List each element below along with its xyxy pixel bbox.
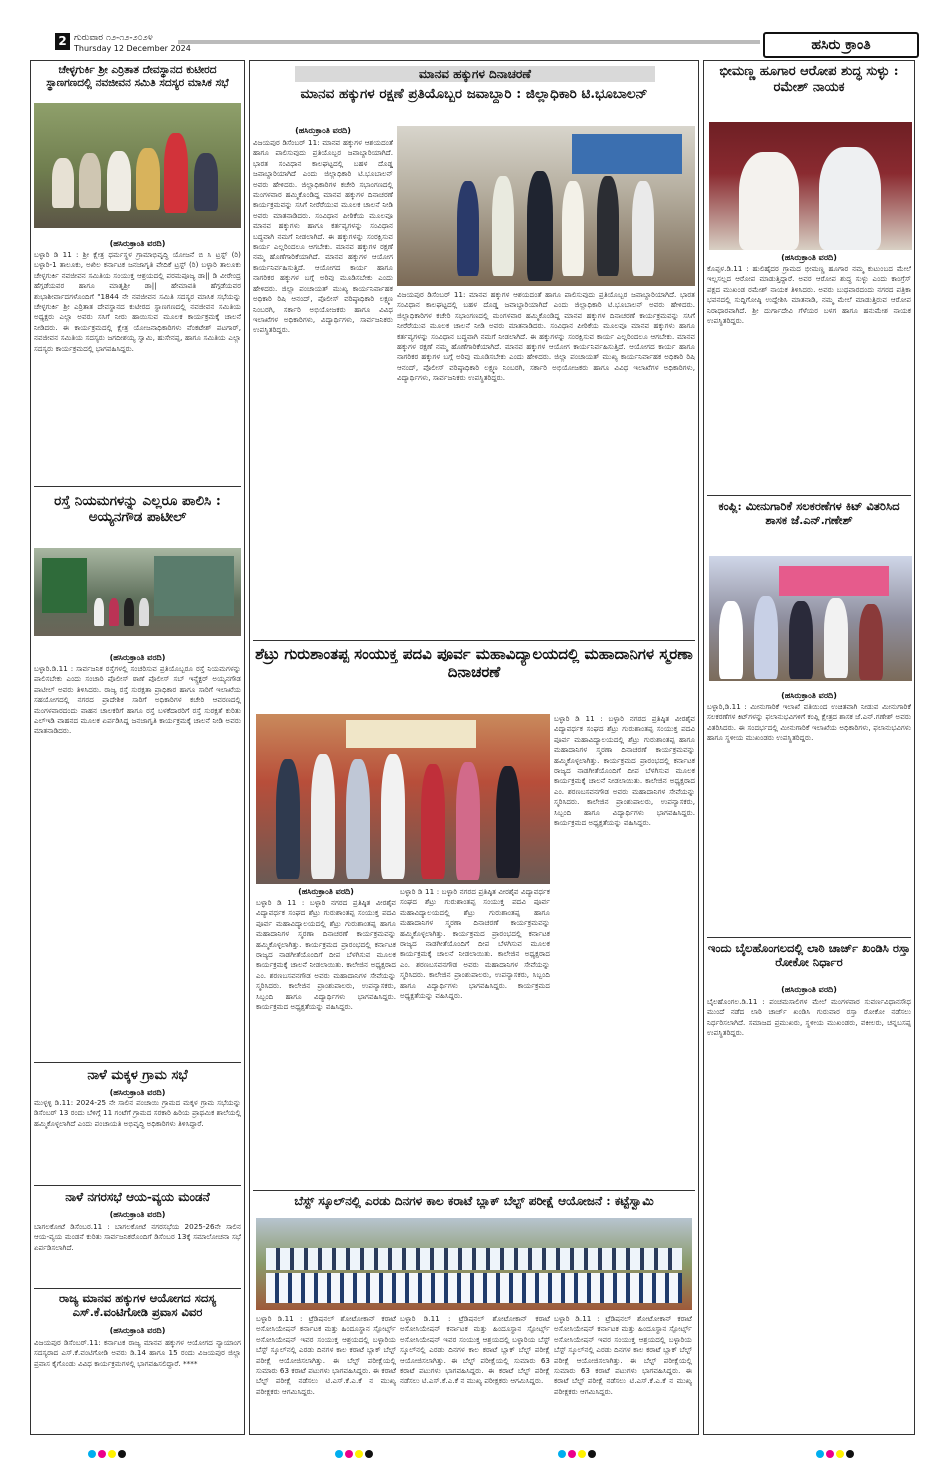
left-story5-byline: (ಹಸಿರುಕ್ರಾಂತಿ ವರದಿ) (109, 1326, 166, 1335)
registration-marks-4 (816, 1443, 856, 1453)
registration-marks-1 (88, 1443, 128, 1453)
right-story1-photo (709, 122, 912, 250)
right-story2-body: ಬಳ್ಳಾರಿ,ಡಿ.11 : ಮೀನುಗಾರಿಕೆ ಇಲಾಖೆ ವತಿಯಿಂದ ಉಚಿತವಾಗಿ ನೀಡುವ ಮೀನುಗಾರಿಕೆ ಸಲಕರಣೆಗಳ ಕಿಟ್‌ಗಳನ್ನು ಫಲಾನುಭವಿಗಳಿಗೆ ಕಂಪ್ಲಿ ಕ್ಷೇತ್ರದ ಶಾಸಕ ಜೆ.ಎನ್.ಗಣೇಶ್ ಅವರು ವಿತರಿಸಿದರು. ಈ ಸಂದರ್ಭದಲ್ಲಿ ಮೀನುಗಾರಿಕೆ ಇಲಾಖೆಯ ಅಧಿಕಾರಿಗಳು, ಫಲಾನುಭವಿಗಳು ಹಾಗೂ ಸ್ಥಳೀಯ ಮುಖಂಡರು ಉಪಸ್ಥಿತರಿದ್ದರು. (707, 702, 911, 743)
right-story3-headline: ಇಂದು ಬೈಲಹೊಂಗಲದಲ್ಲಿ ಲಾಠಿ ಚಾರ್ಜ್ ಖಂಡಿಸಿ ರಸ್ತಾ ರೋಕೋ ನಿರ್ಧಾರ (707, 941, 911, 969)
registration-dot (365, 1450, 373, 1458)
mid-story3-headline: ಬೆಸ್ಟ್ ಸ್ಕೂಲ್‌ನಲ್ಲಿ ಎರಡು ದಿನಗಳ ಕಾಲ ಕರಾಟೆ ಬ್ಲಾಕ್ ಬೆಲ್ಟ್ ಪರೀಕ್ಷೆ ಆಯೋಜನೆ : ಕಟ್ಟೆಸ್ವಾಮಿ (294, 1194, 654, 1208)
divider (34, 486, 241, 487)
registration-dot (826, 1450, 834, 1458)
date-english: Thursday 12 December 2024 (74, 44, 191, 53)
registration-dot (88, 1450, 96, 1458)
registration-dot (578, 1450, 586, 1458)
right-story1-body: ಕೊಪ್ಪಳ.ಡಿ.11 : ಹುಲಿಹೈದರ ಗ್ರಾಮದ ಭೀಮಣ್ಣ ಹೂಗಾರ ನಮ್ಮ ಕುಟುಂಬದ ಮೇಲೆ ಇಲ್ಲಸಲ್ಲದ ಆರೋಪ ಮಾಡುತ್ತಿದ್ದಾರೆ. ಅವರ ಆರೋಪ ಶುದ್ಧ ಸುಳ್ಳು ಎಂದು ಕಾಂಗ್ರೆಸ್ ಪಕ್ಷದ ಮುಖಂಡ ರಮೇಶ್ ನಾಯಕ ತಿಳಿಸಿದರು. ಅವರು ಬುಧವಾರದಂದು ನಗರದ ಪತ್ರಿಕಾ ಭವನದಲ್ಲಿ ಸುದ್ದಿಗೋಷ್ಠಿ ಉದ್ದೇಶಿಸಿ ಮಾತನಾಡಿ, ನಮ್ಮ ಮೇಲೆ ಮಾಡುತ್ತಿರುವ ಆರೋಪ ನಿರಾಧಾರವಾಗಿದೆ. ಶ್ರೀ ದುರ್ಗಾದೇವಿ ಗೆಳೆಯರ ಬಳಗ ಹಾಗೂ ಹನುಮೇಶ ನಾಯಕ ಉಪಸ್ಥಿತರಿದ್ದರು. (707, 264, 911, 326)
page-number: 2 (55, 33, 70, 50)
registration-dot (355, 1450, 363, 1458)
left-story4-byline: (ಹಸಿರುಕ್ರಾಂತಿ ವರದಿ) (109, 1210, 166, 1219)
registration-marks-3 (558, 1443, 598, 1453)
left-story5-body: ವಿಜಯಪುರ ಡಿಸೆಂಬರ್.11: ಕರ್ನಾಟಕ ರಾಜ್ಯ ಮಾನವ ಹಕ್ಕುಗಳ ಆಯೋಗದ ನ್ಯಾಯಾಂಗ ಸದಸ್ಯರಾದ ಎಸ್.ಕೆ.ವಂಟಿಗೋಡಿ ಅವರು ಡಿ.14 ಹಾಗೂ 15 ರಂದು ವಿಜಯಪುರ ಜಿಲ್ಲಾ ಪ್ರವಾಸ ಕೈಗೊಂಡು ವಿವಿಧ ಕಾರ್ಯಕ್ರಮಗಳಲ್ಲಿ ಭಾಗವಹಿಸಲಿದ್ದಾರೆ. **** (34, 1338, 241, 1368)
left-story3-headline: ನಾಳೆ ಮಕ್ಕಳ ಗ್ರಾಮ ಸಭೆ (87, 1068, 188, 1083)
date-kannada: ಗುರುವಾರ ೧೨-೧೨-೨೦೨೪ (74, 33, 153, 43)
left-story2-byline: (ಹಸಿರುಕ್ರಾಂತಿ ವರದಿ) (109, 653, 166, 662)
registration-dot (836, 1450, 844, 1458)
left-story4-body: ಬಾಗಲಕೋಟೆ ಡಿಸೆಂಬರ.11 : ಬಾಗಲಕೋಟೆ ನಗರಸಭೆಯ 2025-26ನೇ ಸಾಲಿನ ಆಯ-ವ್ಯಯ ಮಂಡನೆ ಕುರಿತು ಸಾರ್ವಜನಿಕರೊಂದಿಗೆ ಡಿಸೆಂಬರ 13ಕ್ಕೆ ಸಮಾಲೋಚನಾ ಸಭೆ ಏರ್ಪಡಿಸಲಾಗಿದೆ. (34, 1222, 241, 1252)
right-story2-headline: ಕಂಪ್ಲಿ: ಮೀನುಗಾರಿಕೆ ಸಲಕರಣೆಗಳ ಕಿಟ್ ವಿತರಿಸಿದ ಶಾಸಕ ಜೆ.ಎನ್.ಗಣೇಶ್ (718, 499, 900, 527)
registration-dot (345, 1450, 353, 1458)
masthead: ಹಸಿರು ಕ್ರಾಂತಿ (763, 32, 919, 58)
right-story1-byline: (ಹಸಿರುಕ್ರಾಂತಿ ವರದಿ) (781, 253, 837, 262)
divider (707, 495, 911, 496)
registration-dot (98, 1450, 106, 1458)
right-story2-byline: (ಹಸಿರುಕ್ರಾಂತಿ ವರದಿ) (781, 691, 837, 700)
section-kicker: ಮಾನವ ಹಕ್ಕುಗಳ ದಿನಾಚರಣೆ (295, 66, 655, 82)
mid-story3-body-cont2: ಬಳ್ಳಾರಿ ಡಿ.11 : ಟ್ರೆಡಿಷನಲ್ ಶೋಟೋಕಾನ್ ಕರಾಟೆ ಅಸೋಸಿಯೇಷನ್ ಕರ್ನಾಟಕ ಮತ್ತು ಹಿಂದೂಸ್ಥಾನ ಸ್ಪೋರ್ಟ್ಸ್ ಅಸೋಸಿಯೇಷನ್ ಇವರ ಸಂಯುಕ್ತ ಆಶ್ರಯದಲ್ಲಿ ಬಳ್ಳಾರಿಯ ಬೆಸ್ಟ್ ಸ್ಕೂಲ್‌ನಲ್ಲಿ ಎರಡು ದಿನಗಳ ಕಾಲ ಕರಾಟೆ ಬ್ಲಾಕ್ ಬೆಲ್ಟ್ ಪರೀಕ್ಷೆ ಆಯೋಜಿಸಲಾಗಿತ್ತು. ಈ ಬೆಲ್ಟ್ ಪರೀಕ್ಷೆಯಲ್ಲಿ ಸುಮಾರು 63 ಕರಾಟೆ ಪಟುಗಳು ಭಾಗವಹಿಸಿದ್ದರು. ಈ ಕರಾಟೆ ಬೆಲ್ಟ್ ಪರೀಕ್ಷೆ ನಡೆಸಲು ಟಿ.ಎಸ್.ಕೆ.ಎ.ಕೆ ನ ಮುಖ್ಯ ಪರೀಕ್ಷಕರು ಆಗಮಿಸಿದ್ದರು. (554, 1314, 692, 1396)
registration-dot (558, 1450, 566, 1458)
left-story3-byline: (ಹಸಿರುಕ್ರಾಂತಿ ವರದಿ) (109, 1088, 166, 1097)
mid-story3-body-cont: ಬಳ್ಳಾರಿ ಡಿ.11 : ಟ್ರೆಡಿಷನಲ್ ಶೋಟೋಕಾನ್ ಕರಾಟೆ ಅಸೋಸಿಯೇಷನ್ ಕರ್ನಾಟಕ ಮತ್ತು ಹಿಂದೂಸ್ಥಾನ ಸ್ಪೋರ್ಟ್ಸ್ ಅಸೋಸಿಯೇಷನ್ ಇವರ ಸಂಯುಕ್ತ ಆಶ್ರಯದಲ್ಲಿ ಬಳ್ಳಾರಿಯ ಬೆಸ್ಟ್ ಸ್ಕೂಲ್‌ನಲ್ಲಿ ಎರಡು ದಿನಗಳ ಕಾಲ ಕರಾಟೆ ಬ್ಲಾಕ್ ಬೆಲ್ಟ್ ಪರೀಕ್ಷೆ ಆಯೋಜಿಸಲಾಗಿತ್ತು. ಈ ಬೆಲ್ಟ್ ಪರೀಕ್ಷೆಯಲ್ಲಿ ಸುಮಾರು 63 ಕರಾಟೆ ಪಟುಗಳು ಭಾಗವಹಿಸಿದ್ದರು. ಈ ಕರಾಟೆ ಬೆಲ್ಟ್ ಪರೀಕ್ಷೆ ನಡೆಸಲು ಟಿ.ಎಸ್.ಕೆ.ಎ.ಕೆ ನ ಮುಖ್ಯ ಪರೀಕ್ಷಕರು ಆಗಮಿಸಿದ್ದರು. (400, 1314, 550, 1386)
left-story1-photo (34, 103, 241, 228)
divider (34, 1288, 241, 1289)
divider (253, 1190, 695, 1191)
mid-story1-body: ವಿಜಯಪುರ ಡಿಸೆಂಬರ್ 11: ಮಾನವ ಹಕ್ಕುಗಳ ಆಶಯದಂತೆ ಹಾಗೂ ಪಾಲಿಸುವುದು ಪ್ರತಿಯೊಬ್ಬರ ಜವಾಬ್ದಾರಿಯಾಗಿದೆ. ಭಾರತ ಸಂವಿಧಾನ ಕಾಲಘಟ್ಟದಲ್ಲಿ ಬಹಳ ದೊಡ್ಡ ಜವಾಬ್ದಾರಿಯಾಗಿದೆ ಎಂದು ಜಿಲ್ಲಾಧಿಕಾರಿ ಟಿ.ಭೂಬಾಲನ್ ಅವರು ಹೇಳಿದರು. ಜಿಲ್ಲಾಧಿಕಾರಿಗಳ ಕಚೇರಿ ಸಭಾಂಗಣದಲ್ಲಿ ಮಂಗಳವಾರ ಹಮ್ಮಿಕೊಂಡಿದ್ದ ಮಾನವ ಹಕ್ಕುಗಳ ದಿನಾಚರಣೆ ಕಾರ್ಯಕ್ರಮವನ್ನು ಸಸಿಗೆ ನೀರೆರೆಯುವ ಮೂಲಕ ಚಾಲನೆ ನೀಡಿ ಅವರು ಮಾತನಾಡಿದರು. ಸಂವಿಧಾನ ಪೀಠಿಕೆಯ ಮೂಲವೂ ಮಾನವ ಹಕ್ಕುಗಳು ಹಾಗೂ ಕರ್ತವ್ಯಗಳನ್ನು ಸಂವಿಧಾನ ಬದ್ಧವಾಗಿ ನಮಗೆ ನೀಡಲಾಗಿದೆ. ಈ ಹಕ್ಕುಗಳನ್ನು ಸಂರಕ್ಷಿಸುವ ಕಾರ್ಯ ಎಲ್ಲರಿಂದಲೂ ಆಗಬೇಕು. ಮಾನವ ಹಕ್ಕುಗಳ ರಕ್ಷಣೆ ನಮ್ಮ ಹೊಣೆಗಾರಿಕೆಯಾಗಿದೆ. ಮಾನವ ಹಕ್ಕುಗಳ ಆಯೋಗ ಕಾರ್ಯನಿರ್ವಹಿಸುತ್ತಿದೆ. ಆಯೋಗದ ಕಾರ್ಯ ಹಾಗೂ ನಾಗರಿಕರ ಹಕ್ಕುಗಳ ಬಗ್ಗೆ ಅರಿವು ಮೂಡಿಸಬೇಕು ಎಂದು ಹೇಳಿದರು. ಜಿಲ್ಲಾ ಪಂಚಾಯತ್ ಮುಖ್ಯ ಕಾರ್ಯನಿರ್ವಾಹಕ ಅಧಿಕಾರಿ ರಿಷಿ ಆನಂದ್, ಪೊಲೀಸ್ ವರಿಷ್ಠಾಧಿಕಾರಿ ಲಕ್ಷ್ಮಣ ನಿಂಬರಗಿ, ಸರ್ಕಾರಿ ಅಭಿಯೋಜಕರು ಹಾಗೂ ವಿವಿಧ ಇಲಾಖೆಗಳ ಅಧಿಕಾರಿಗಳು, ವಿದ್ಯಾರ್ಥಿಗಳು, ಸಾರ್ವಜನಿಕರು ಉಪಸ್ಥಿತರಿದ್ದರು. (253, 138, 393, 335)
right-story3-byline: (ಹಸಿರುಕ್ರಾಂತಿ ವರದಿ) (781, 985, 837, 994)
left-story5-headline: ರಾಜ್ಯ ಮಾನವ ಹಕ್ಕುಗಳ ಆಯೋಗದ ಸದಸ್ಯ ಎಸ್.ಕೆ.ವಂಟಿಗೋಡಿ ಪ್ರವಾಸ ವಿವರ (59, 1291, 216, 1319)
mid-story3-body: ಬಳ್ಳಾರಿ ಡಿ.11 : ಟ್ರೆಡಿಷನಲ್ ಶೋಟೋಕಾನ್ ಕರಾಟೆ ಅಸೋಸಿಯೇಷನ್ ಕರ್ನಾಟಕ ಮತ್ತು ಹಿಂದೂಸ್ಥಾನ ಸ್ಪೋರ್ಟ್ಸ್ ಅಸೋಸಿಯೇಷನ್ ಇವರ ಸಂಯುಕ್ತ ಆಶ್ರಯದಲ್ಲಿ ಬಳ್ಳಾರಿಯ ಬೆಸ್ಟ್ ಸ್ಕೂಲ್‌ನಲ್ಲಿ ಎರಡು ದಿನಗಳ ಕಾಲ ಕರಾಟೆ ಬ್ಲಾಕ್ ಬೆಲ್ಟ್ ಪರೀಕ್ಷೆ ಆಯೋಜಿಸಲಾಗಿತ್ತು. ಈ ಬೆಲ್ಟ್ ಪರೀಕ್ಷೆಯಲ್ಲಿ ಸುಮಾರು 63 ಕರಾಟೆ ಪಟುಗಳು ಭಾಗವಹಿಸಿದ್ದರು. ಈ ಕರಾಟೆ ಬೆಲ್ಟ್ ಪರೀಕ್ಷೆ ನಡೆಸಲು ಟಿ.ಎಸ್.ಕೆ.ಎ.ಕೆ ನ ಮುಖ್ಯ ಪರೀಕ್ಷಕರು ಆಗಮಿಸಿದ್ದರು. (256, 1314, 396, 1396)
left-story2-photo (34, 548, 241, 636)
divider (253, 640, 695, 641)
left-story1-headline: ಚೇಳ್ಳಗುರ್ಕಿ ಶ್ರೀ ಎರ್ರಿತಾತ ದೇವಸ್ಥಾನದ ಕುಟೀರದ ಸ್ಥಾಣಗಣದಲ್ಲಿ ನವಜೀವನ ಸಮಿತಿ ಸದಸ್ಯರ ಮಾಸಿಕ ಸಭೆ (46, 64, 229, 89)
left-story1-byline: (ಹಸಿರುಕ್ರಾಂತಿ ವರದಿ) (109, 239, 166, 248)
mid-story1-photo (397, 126, 695, 286)
divider (707, 937, 911, 938)
mid-story3-photo (256, 1218, 692, 1310)
mid-story2-byline: (ಹಸಿರುಕ್ರಾಂತಿ ವರದಿ) (298, 887, 354, 896)
right-story3-body: ಬೈಲಹೊಂಗಲ.ಡಿ.11 : ಪಂಚಮಸಾಲಿಗಳ ಮೇಲೆ ಮಂಗಳವಾರ ಸುವರ್ಣವಿಧಾನಸೌಧ ಮುಂದೆ ನಡೆದ ಲಾಠಿ ಚಾರ್ಜ್ ಖಂಡಿಸಿ ಗುರುವಾರ ರಸ್ತಾ ರೋಕೋ ನಡೆಸಲು ನಿರ್ಧರಿಸಲಾಗಿದೆ. ಸಮಾಜದ ಪ್ರಮುಖರು, ಸ್ಥಳೀಯ ಮುಖಂಡರು, ವಕೀಲರು, ಚನ್ನಬಸಪ್ಪ ಉಪಸ್ಥಿತರಿದ್ದರು. (707, 997, 911, 1038)
left-story2-headline: ರಸ್ತೆ ನಿಯಮಗಳನ್ನು ಎಲ್ಲರೂ ಪಾಲಿಸಿ : ಅಯ್ಯನಗೌಡ ಪಾಟೀಲ್ (54, 493, 221, 526)
registration-dot (568, 1450, 576, 1458)
registration-dot (108, 1450, 116, 1458)
mid-story1-body-cont: ವಿಜಯಪುರ ಡಿಸೆಂಬರ್ 11: ಮಾನವ ಹಕ್ಕುಗಳ ಆಶಯದಂತೆ ಹಾಗೂ ಪಾಲಿಸುವುದು ಪ್ರತಿಯೊಬ್ಬರ ಜವಾಬ್ದಾರಿಯಾಗಿದೆ. ಭಾರತ ಸಂವಿಧಾನ ಕಾಲಘಟ್ಟದಲ್ಲಿ ಬಹಳ ದೊಡ್ಡ ಜವಾಬ್ದಾರಿಯಾಗಿದೆ ಎಂದು ಜಿಲ್ಲಾಧಿಕಾರಿ ಟಿ.ಭೂಬಾಲನ್ ಅವರು ಹೇಳಿದರು. ಜಿಲ್ಲಾಧಿಕಾರಿಗಳ ಕಚೇರಿ ಸಭಾಂಗಣದಲ್ಲಿ ಮಂಗಳವಾರ ಹಮ್ಮಿಕೊಂಡಿದ್ದ ಮಾನವ ಹಕ್ಕುಗಳ ದಿನಾಚರಣೆ ಕಾರ್ಯಕ್ರಮವನ್ನು ಸಸಿಗೆ ನೀರೆರೆಯುವ ಮೂಲಕ ಚಾಲನೆ ನೀಡಿ ಅವರು ಮಾತನಾಡಿದರು. ಸಂವಿಧಾನ ಪೀಠಿಕೆಯ ಮೂಲವೂ ಮಾನವ ಹಕ್ಕುಗಳು ಹಾಗೂ ಕರ್ತವ್ಯಗಳನ್ನು ಸಂವಿಧಾನ ಬದ್ಧವಾಗಿ ನಮಗೆ ನೀಡಲಾಗಿದೆ. ಈ ಹಕ್ಕುಗಳನ್ನು ಸಂರಕ್ಷಿಸುವ ಕಾರ್ಯ ಎಲ್ಲರಿಂದಲೂ ಆಗಬೇಕು. ಮಾನವ ಹಕ್ಕುಗಳ ರಕ್ಷಣೆ ನಮ್ಮ ಹೊಣೆಗಾರಿಕೆಯಾಗಿದೆ. ಮಾನವ ಹಕ್ಕುಗಳ ಆಯೋಗ ಕಾರ್ಯನಿರ್ವಹಿಸುತ್ತಿದೆ. ಆಯೋಗದ ಕಾರ್ಯ ಹಾಗೂ ನಾಗರಿಕರ ಹಕ್ಕುಗಳ ಬಗ್ಗೆ ಅರಿವು ಮೂಡಿಸಬೇಕು ಎಂದು ಹೇಳಿದರು. ಜಿಲ್ಲಾ ಪಂಚಾಯತ್ ಮುಖ್ಯ ಕಾರ್ಯನಿರ್ವಾಹಕ ಅಧಿಕಾರಿ ರಿಷಿ ಆನಂದ್, ಪೊಲೀಸ್ ವರಿಷ್ಠಾಧಿಕಾರಿ ಲಕ್ಷ್ಮಣ ನಿಂಬರಗಿ, ಸರ್ಕಾರಿ ಅಭಿಯೋಜಕರು ಹಾಗೂ ವಿವಿಧ ಇಲಾಖೆಗಳ ಅಧಿಕಾರಿಗಳು, ವಿದ್ಯಾರ್ಥಿಗಳು, ಸಾರ್ವಜನಿಕರು ಉಪಸ್ಥಿತರಿದ್ದರು. (397, 290, 695, 383)
registration-dot (335, 1450, 343, 1458)
registration-dot (816, 1450, 824, 1458)
right-story1-headline: ಭೀಮಣ್ಣ ಹೂಗಾರ ಆರೋಪ ಶುದ್ಧ ಸುಳ್ಳು : ರಮೇಶ್ ನಾಯಕ (719, 64, 899, 95)
mid-story2-body-cont2: ಬಳ್ಳಾರಿ ಡಿ 11 : ಬಳ್ಳಾರಿ ನಗರದ ಪ್ರತಿಷ್ಠಿತ ವೀರಶೈವ ವಿದ್ಯಾವರ್ಧಕ ಸಂಘದ ಶೆಟ್ರು ಗುರುಶಾಂತಪ್ಪ ಸಂಯುಕ್ತ ಪದವಿ ಪೂರ್ವ ಮಹಾವಿದ್ಯಾಲಯದಲ್ಲಿ ಶೆಟ್ರು ಗುರುಶಾಂತಪ್ಪ ಹಾಗೂ ಮಹಾದಾನಿಗಳ ಸ್ಮರಣಾ ದಿನಾಚರಣೆ ಕಾರ್ಯಕ್ರಮವನ್ನು ಹಮ್ಮಿಕೊಳ್ಳಲಾಗಿತ್ತು. ಕಾರ್ಯಕ್ರಮದ ಪ್ರಾರಂಭದಲ್ಲಿ ಕರ್ನಾಟಕ ರಾಜ್ಯದ ನಾಡಗೀತೆಯೊಂದಿಗೆ ದೀಪ ಬೆಳಗಿಸುವ ಮೂಲಕ ಕಾರ್ಯಕ್ರಮಕ್ಕೆ ಚಾಲನೆ ನೀಡಲಾಯಿತು. ಕಾಲೇಜಿನ ಅಧ್ಯಕ್ಷರಾದ ಎಂ. ಶರಣಬಸವನಗೌಡ ಅವರು ಮಹಾದಾನಿಗಳ ಸೇವೆಯನ್ನು ಸ್ಮರಿಸಿದರು. ಕಾಲೇಜಿನ ಪ್ರಾಂಶುಪಾಲರು, ಉಪನ್ಯಾಸಕರು, ಸಿಬ್ಬಂದಿ ಹಾಗೂ ವಿದ್ಯಾರ್ಥಿಗಳು ಭಾಗವಹಿಸಿದ್ದರು. ಕಾರ್ಯಕ್ರಮದ ಅಧ್ಯಕ್ಷತೆಯನ್ನು ವಹಿಸಿದ್ದರು. (554, 714, 695, 828)
registration-dot (846, 1450, 854, 1458)
registration-dot (588, 1450, 596, 1458)
left-story3-body: ಮುಳ್ಳಳ್ಳಿ ಡಿ.11: 2024-25 ನೇ ಸಾಲಿನ ಪಂಚಾಯಿ ಗ್ರಾಮದ ಮಕ್ಕಳ ಗ್ರಾಮ ಸಭೆಯನ್ನು ಡಿಸೆಂಬರ್ 13 ರಂದು ಬೆಳಿಗ್ಗೆ 11 ಗಂಟೆಗೆ ಗ್ರಾಮದ ಸರಕಾರಿ ಹಿರಿಯ ಪ್ರಾಥಮಿಕ ಶಾಲೆಯಲ್ಲಿ ಹಮ್ಮಿಕೊಳ್ಳಲಾಗಿದೆ ಎಂದು ಪಂಚಾಯತಿ ಅಭಿವೃದ್ಧಿ ಅಧಿಕಾರಿಗಳು ತಿಳಿಸಿದ್ದಾರೆ. (34, 1098, 241, 1128)
divider (34, 1062, 241, 1063)
mid-story2-body-cont: ಬಳ್ಳಾರಿ ಡಿ 11 : ಬಳ್ಳಾರಿ ನಗರದ ಪ್ರತಿಷ್ಠಿತ ವೀರಶೈವ ವಿದ್ಯಾವರ್ಧಕ ಸಂಘದ ಶೆಟ್ರು ಗುರುಶಾಂತಪ್ಪ ಸಂಯುಕ್ತ ಪದವಿ ಪೂರ್ವ ಮಹಾವಿದ್ಯಾಲಯದಲ್ಲಿ ಶೆಟ್ರು ಗುರುಶಾಂತಪ್ಪ ಹಾಗೂ ಮಹಾದಾನಿಗಳ ಸ್ಮರಣಾ ದಿನಾಚರಣೆ ಕಾರ್ಯಕ್ರಮವನ್ನು ಹಮ್ಮಿಕೊಳ್ಳಲಾಗಿತ್ತು. ಕಾರ್ಯಕ್ರಮದ ಪ್ರಾರಂಭದಲ್ಲಿ ಕರ್ನಾಟಕ ರಾಜ್ಯದ ನಾಡಗೀತೆಯೊಂದಿಗೆ ದೀಪ ಬೆಳಗಿಸುವ ಮೂಲಕ ಕಾರ್ಯಕ್ರಮಕ್ಕೆ ಚಾಲನೆ ನೀಡಲಾಯಿತು. ಕಾಲೇಜಿನ ಅಧ್ಯಕ್ಷರಾದ ಎಂ. ಶರಣಬಸವನಗೌಡ ಅವರು ಮಹಾದಾನಿಗಳ ಸೇವೆಯನ್ನು ಸ್ಮರಿಸಿದರು. ಕಾಲೇಜಿನ ಪ್ರಾಂಶುಪಾಲರು, ಉಪನ್ಯಾಸಕರು, ಸಿಬ್ಬಂದಿ ಹಾಗೂ ವಿದ್ಯಾರ್ಥಿಗಳು ಭಾಗವಹಿಸಿದ್ದರು. ಕಾರ್ಯಕ್ರಮದ ಅಧ್ಯಕ್ಷತೆಯನ್ನು ವಹಿಸಿದ್ದರು. (400, 887, 550, 1001)
mid-story1-byline: (ಹಸಿರುಕ್ರಾಂತಿ ವರದಿ) (295, 126, 351, 135)
left-story1-body: ಬಳ್ಳಾರಿ ಡಿ 11 : ಶ್ರೀ ಕ್ಷೇತ್ರ ಧರ್ಮಸ್ಥಳ ಗ್ರಾಮಾಭಿವೃದ್ಧಿ ಯೋಜನೆ ಬಿ ಸಿ ಟ್ರಸ್ಟ್ (ರಿ) ಬಳ್ಳಾರಿ-1 ತಾಲೂಕು, ಅಖಿಲ ಕರ್ನಾಟಕ ಜನಜಾಗೃತಿ ವೇದಿಕೆ ಟ್ರಸ್ಟ್ (ರಿ) ಬಳ್ಳಾರಿ ತಾಲೂಕು ಚೇಳ್ಳಗುರ್ಕಿ ನವಜೀವನ ಸಮಿತಿಯ ಸಂಯುಕ್ತ ಆಶ್ರಯದಲ್ಲಿ ಪರಮಪೂಜ್ಯ ಡಾ|| ಡಿ ವೀರೇಂದ್ರ ಹೆಗ್ಗಡೆಯವರ ಹಾಗೂ ಮಾತೃಶ್ರೀ ಡಾ|| ಹೇಮಾವತಿ ಹೆಗ್ಗಡೆಯವರ ಶುಭಾಶೀರ್ವಾದಗಳೊಂದಿಗೆ "1844 ನೇ ನವಜೀವನ ಸಮಿತಿ ಸದಸ್ಯರ ಮಾಸಿಕ ಸಭೆಯನ್ನು ಚೇಳ್ಳಗುರ್ಕಿ ಶ್ರೀ ಎರ್ರಿತಾತ ದೇವಸ್ಥಾನದ ಕುಟೀರದ ಸ್ಥಾಣಗಣದಲ್ಲಿ ನವಜೀವನ ಸಮಿತಿಯ ಅಧ್ಯಕ್ಷರು ಎಲ್ಲಾ ಅವರು ಸಸಿಗೆ ನೀರು ಹಾಯಿಸುವ ಮೂಲಕ ಕಾರ್ಯಕ್ರಮಕ್ಕೆ ಚಾಲನೆ ನೀಡಿದರು. ಈ ಕಾರ್ಯಕ್ರಮದಲ್ಲಿ ಕ್ಷೇತ್ರ ಯೋಜನಾಧಿಕಾರಿಗಳು ವೆಂಕಟೇಶ್ ಪಟಗಾರ್, ನವಜೀವನ ಸಮಿತಿಯ ಸದಸ್ಯರು ಜಗದೀಶಯ್ಯ ಸ್ವಾಮಿ, ಹುಸೇನಪ್ಪ, ಹಾಗೂ ಸಮಿತಿಯ ಎಲ್ಲಾ ಸದಸ್ಯರು ಕಾರ್ಯಕ್ರಮದಲ್ಲಿ ಭಾಗವಹಿಸಿದ್ದರು. (34, 250, 241, 353)
divider (34, 1185, 241, 1186)
left-story2-body: ಬಳ್ಳಾರಿ.ಡಿ.11 : ಸಾರ್ವಜನಿಕ ರಸ್ತೆಗಳಲ್ಲಿ ಸಂಚರಿಸುವ ಪ್ರತಿಯೊಬ್ಬರೂ ರಸ್ತೆ ನಿಯಮಗಳನ್ನು ಪಾಲಿಸಬೇಕು ಎಂದು ಸಂಚಾರಿ ಪೊಲೀಸ್ ಠಾಣೆ ಪೊಲೀಸ್ ಸಬ್ ಇನ್ಸ್ಪೆಕ್ಟರ್ ಅಯ್ಯನಗೌಡ ಪಾಟೀಲ್ ಅವರು ತಿಳಿಸಿದರು. ರಾಜ್ಯ ರಸ್ತೆ ಸುರಕ್ಷತಾ ಪ್ರಾಧಿಕಾರ ಹಾಗೂ ಸಾರಿಗೆ ಇಲಾಖೆಯ ಸಹಯೋಗದಲ್ಲಿ ನಗರದ ಪ್ರಾದೇಶಿಕ ಸಾರಿಗೆ ಅಧಿಕಾರಿಗಳ ಕಚೇರಿ ಆವರಣದಲ್ಲಿ ಮಂಗಳವಾರದಂದು ವಾಹನ ಚಾಲಕರಿಗೆ ಹಾಗೂ ರಸ್ತೆ ಬಳಕೆದಾರರಿಗೆ ರಸ್ತೆ ಸುರಕ್ಷತೆ ಕುರಿತು ಎಲ್ಇಡಿ ವಾಹನದ ಮೂಲಕ ಏರ್ಪಡಿಸಿದ್ದ ಜನಜಾಗೃತಿ ಕಾರ್ಯಕ್ರಮಕ್ಕೆ ಚಾಲನೆ ನೀಡಿ ಅವರು ಮಾತನಾಡಿದರು. (34, 664, 241, 736)
right-story2-photo (709, 556, 912, 681)
registration-dot (118, 1450, 126, 1458)
left-story4-headline: ನಾಳೆ ನಗರಸಭೆ ಆಯ-ವ್ಯಯ ಮಂಡನೆ (65, 1190, 210, 1204)
mid-story2-headline: ಶೆಟ್ರು ಗುರುಶಾಂತಪ್ಪ ಸಂಯುಕ್ತ ಪದವಿ ಪೂರ್ವ ಮಹಾವಿದ್ಯಾಲಯದಲ್ಲಿ ಮಹಾದಾನಿಗಳ ಸ್ಮರಣಾ ದಿನಾಚರಣೆ (255, 645, 693, 681)
mid-story1-headline: ಮಾನವ ಹಕ್ಕುಗಳ ರಕ್ಷಣೆ ಪ್ರತಿಯೊಬ್ಬರ ಜವಾಬ್ದಾರಿ : ಜಿಲ್ಲಾಧಿಕಾರಿ ಟಿ.ಭೂಬಾಲನ್ (300, 86, 648, 102)
mid-story2-body: ಬಳ್ಳಾರಿ ಡಿ 11 : ಬಳ್ಳಾರಿ ನಗರದ ಪ್ರತಿಷ್ಠಿತ ವೀರಶೈವ ವಿದ್ಯಾವರ್ಧಕ ಸಂಘದ ಶೆಟ್ರು ಗುರುಶಾಂತಪ್ಪ ಸಂಯುಕ್ತ ಪದವಿ ಪೂರ್ವ ಮಹಾವಿದ್ಯಾಲಯದಲ್ಲಿ ಶೆಟ್ರು ಗುರುಶಾಂತಪ್ಪ ಹಾಗೂ ಮಹಾದಾನಿಗಳ ಸ್ಮರಣಾ ದಿನಾಚರಣೆ ಕಾರ್ಯಕ್ರಮವನ್ನು ಹಮ್ಮಿಕೊಳ್ಳಲಾಗಿತ್ತು. ಕಾರ್ಯಕ್ರಮದ ಪ್ರಾರಂಭದಲ್ಲಿ ಕರ್ನಾಟಕ ರಾಜ್ಯದ ನಾಡಗೀತೆಯೊಂದಿಗೆ ದೀಪ ಬೆಳಗಿಸುವ ಮೂಲಕ ಕಾರ್ಯಕ್ರಮಕ್ಕೆ ಚಾಲನೆ ನೀಡಲಾಯಿತು. ಕಾಲೇಜಿನ ಅಧ್ಯಕ್ಷರಾದ ಎಂ. ಶರಣಬಸವನಗೌಡ ಅವರು ಮಹಾದಾನಿಗಳ ಸೇವೆಯನ್ನು ಸ್ಮರಿಸಿದರು. ಕಾಲೇಜಿನ ಪ್ರಾಂಶುಪಾಲರು, ಉಪನ್ಯಾಸಕರು, ಸಿಬ್ಬಂದಿ ಹಾಗೂ ವಿದ್ಯಾರ್ಥಿಗಳು ಭಾಗವಹಿಸಿದ್ದರು. ಕಾರ್ಯಕ್ರಮದ ಅಧ್ಯಕ್ಷತೆಯನ್ನು ವಹಿಸಿದ್ದರು. (256, 898, 396, 1012)
registration-marks-2 (335, 1443, 375, 1453)
mid-story2-photo (256, 714, 550, 884)
header-rule (178, 40, 760, 44)
